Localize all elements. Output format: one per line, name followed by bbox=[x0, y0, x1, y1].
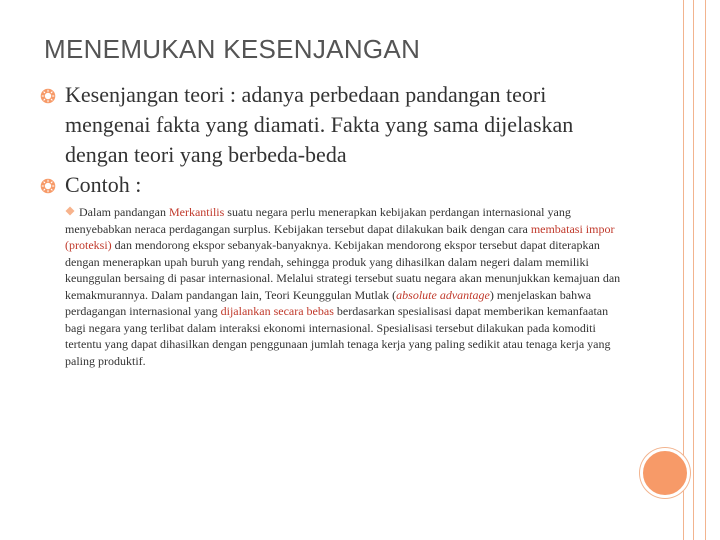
slide-title: MENEMUKAN KESENJANGAN bbox=[44, 34, 421, 64]
frame-line-right bbox=[705, 0, 706, 540]
bullet-text: Contoh : bbox=[65, 172, 142, 197]
highlight-absolute-advantage: absolute advantage bbox=[396, 287, 490, 302]
sub-bullet-paragraph bbox=[65, 204, 625, 369]
sun-icon bbox=[40, 88, 56, 104]
sub-text-4: ) menjelaskan bahwa perdagangan internasional yang bbox=[65, 287, 592, 318]
sub-text-2: suatu negara perlu menerapkan kebijakan perdangan internasional yang menyebabkan neraca perdagangan surplus. Kebijakan tersebut dapat dilakukan baik dengan cara bbox=[65, 205, 571, 236]
bullet-item-2 bbox=[40, 170, 600, 200]
sub-text-3: dan mendorong ekspor sebanyak-banyaknya. Kebijakan mendorong ekspor tersebut dapat diterapkan dengan menerapkan upah buruh yang rendah, sehingga produk yang dihasilkan dalam negeri dalam memiliki keunggulan bersaing di pasar internasional. Melalui strategi tersebut suatu negara akan menunjukkan kemajuan dan kemakmurannya. Dalam pandangan lain, Teori Keunggulan Mutlak ( bbox=[65, 238, 621, 302]
bullet-text: Kesenjangan teori : adanya perbedaan pandangan teori mengenai fakta yang diamati. Fakta yang sama dijelaskan dengan teori yang berbeda-beda bbox=[65, 82, 574, 167]
sub-text-5: berdasarkan spesialisasi dapat memberikan kemanfaatan bagi negara yang terlibat dalam interaksi ekonomi internasional. Spesialisasi tersebut dilakukan pada komoditi tertentu yang dapat dihasilkan dengan penggunaan jumlah tenaga kerja yang paling sedikit atau tenaga kerja yang paling produktif. bbox=[65, 304, 611, 368]
highlight-bebas: dijalankan secara bebas bbox=[220, 304, 334, 318]
sub-text-1: Dalam pandangan bbox=[79, 205, 169, 219]
highlight-merkantilis: Merkantilis bbox=[168, 205, 225, 219]
bullet-item-1 bbox=[40, 80, 600, 170]
frame-line-middle bbox=[693, 0, 694, 540]
sun-icon bbox=[40, 178, 56, 194]
highlight-proteksi: membatasi impor (proteksi) bbox=[65, 221, 615, 252]
small-diamond-icon bbox=[65, 206, 75, 216]
decorative-circle bbox=[640, 448, 690, 498]
